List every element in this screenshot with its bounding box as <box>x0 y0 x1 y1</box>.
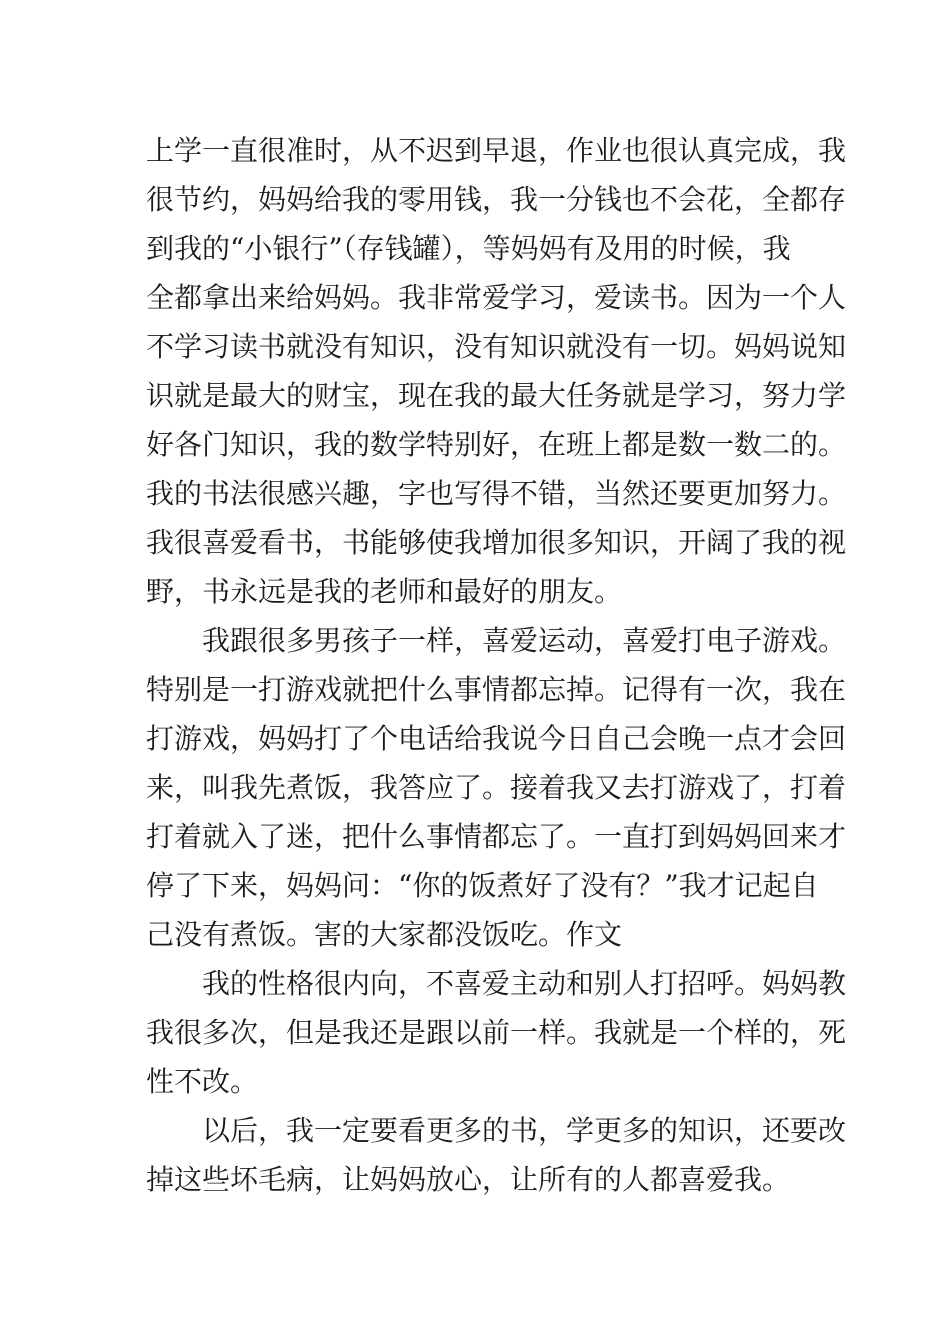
text-line: 好各门知识，我的数学特别好，在班上都是数一数二的。 <box>146 428 847 461</box>
text-line: 以后，我一定要看更多的书，学更多的知识，还要改 <box>146 1114 847 1147</box>
text-line: 我很多次，但是我还是跟以前一样。我就是一个样的，死 <box>146 1016 847 1049</box>
text-line: 己没有煮饭。害的大家都没饭吃。作文 <box>146 918 623 951</box>
text-line: 停了下来，妈妈问：“你的饭煮好了没有？”我才记起自 <box>146 869 819 902</box>
text-line: 野，书永远是我的老师和最好的朋友。 <box>146 575 623 608</box>
text-line: 打游戏，妈妈打了个电话给我说今日自己会晚一点才会回 <box>146 722 847 755</box>
text-line: 我跟很多男孩子一样，喜爱运动，喜爱打电子游戏。 <box>146 624 847 657</box>
text-line: 打着就入了迷，把什么事情都忘了。一直打到妈妈回来才 <box>146 820 847 853</box>
text-line: 特别是一打游戏就把什么事情都忘掉。记得有一次，我在 <box>146 673 847 706</box>
text-line: 掉这些坏毛病，让妈妈放心，让所有的人都喜爱我。 <box>146 1163 791 1196</box>
text-line: 来，叫我先煮饭，我答应了。接着我又去打游戏了，打着 <box>146 771 847 804</box>
text-line: 上学一直很准时，从不迟到早退，作业也很认真完成，我 <box>146 134 847 167</box>
text-line: 不学习读书就没有知识，没有知识就没有一切。妈妈说知 <box>146 330 847 363</box>
text-line: 我的性格很内向，不喜爱主动和别人打招呼。妈妈教 <box>146 967 847 1000</box>
text-line: 性不改。 <box>146 1065 259 1098</box>
text-line: 很节约，妈妈给我的零用钱，我一分钱也不会花，全都存 <box>146 183 847 216</box>
text-line: 我的书法很感兴趣，字也写得不错，当然还要更加努力。 <box>146 477 847 510</box>
text-line: 识就是最大的财宝，现在我的最大任务就是学习，努力学 <box>146 379 847 412</box>
text-line: 全都拿出来给妈妈。我非常爱学习，爱读书。因为一个人 <box>146 281 847 314</box>
text-line: 到我的“小银行”（存钱罐），等妈妈有及用的时候，我 <box>146 232 791 265</box>
text-line: 我很喜爱看书，书能够使我增加很多知识，开阔了我的视 <box>146 526 847 559</box>
essay-text <box>146 126 847 1204</box>
